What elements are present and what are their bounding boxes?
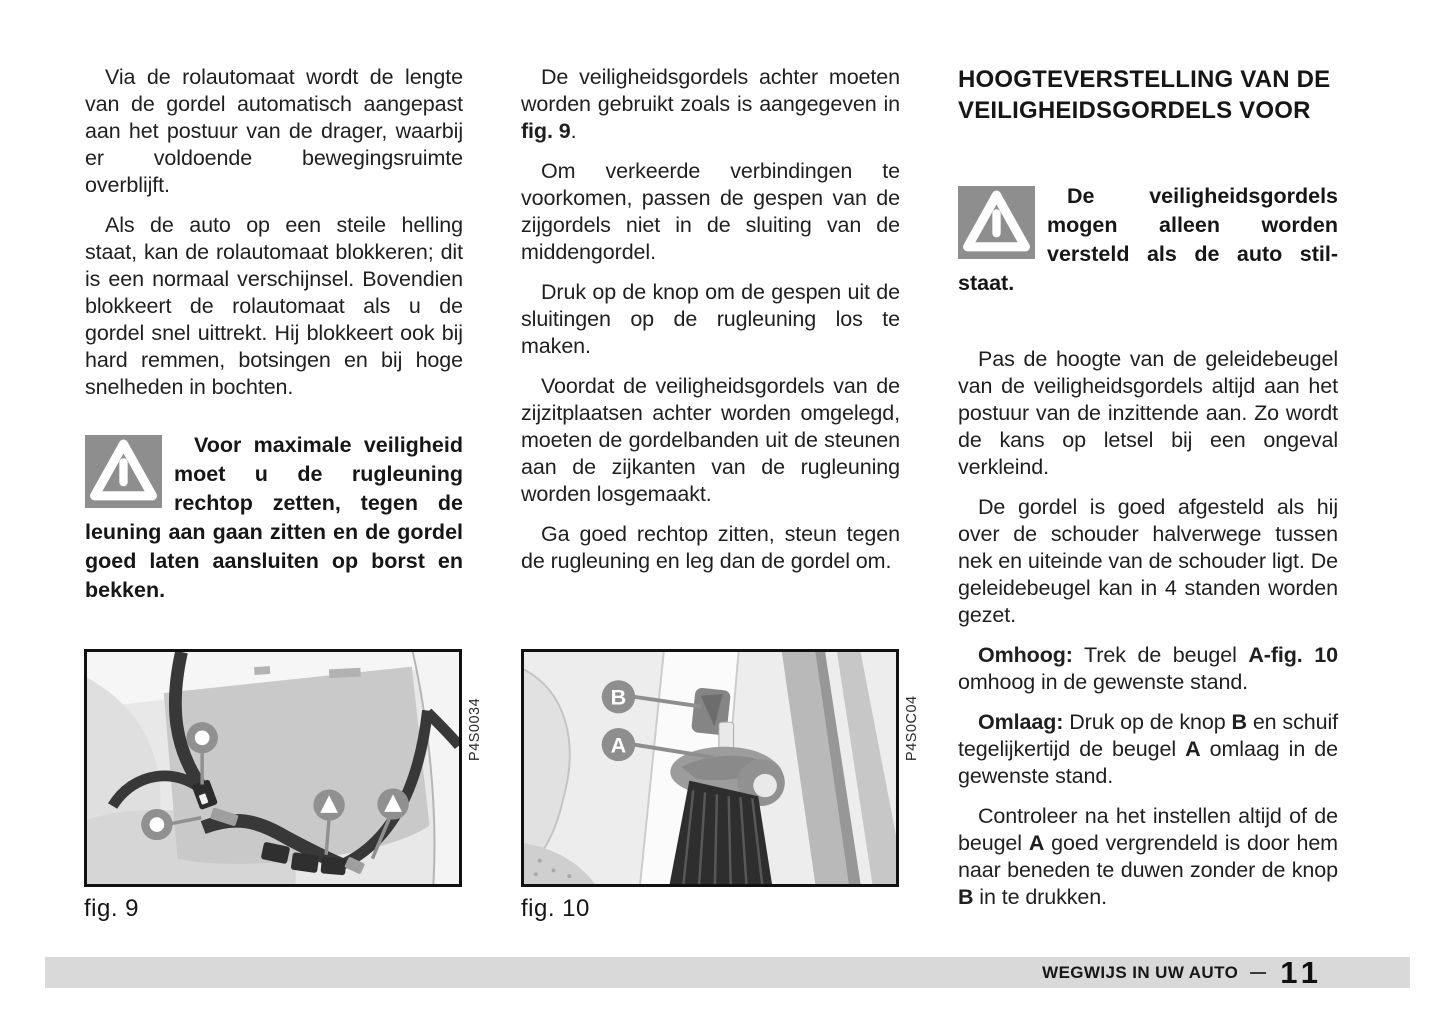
warning-block-adjust — [958, 182, 1338, 298]
paragraph-text: omlaag in de gewenste stand. — [958, 737, 1338, 788]
warning-triangle-glyph — [85, 435, 162, 508]
part-reference: A — [1028, 831, 1045, 855]
paragraph-text: . — [570, 119, 577, 143]
figure-10-photo-code: P4S0C04 — [904, 695, 920, 761]
paragraph-text: Controleer na het instellen altijd of de beugel — [958, 804, 1338, 855]
paragraph-text: De veiligheidsgordels achter moeten worden gebruikt zoals is aangegeven in — [521, 65, 900, 116]
warning-triangle-icon — [958, 186, 1035, 259]
page-number: 11 — [1280, 955, 1323, 990]
paragraph-text: Ga goed rechtop zitten, steun tegen de rugleuning en leg dan de gordel om. — [521, 522, 900, 573]
paragraph-text: omhoog in de gewenste stand. — [958, 670, 1249, 694]
paragraph-text: Pas de hoogte van de geleidebeugel van de veiligheidsgordels altijd aan het postuur van de inzittende aan. Zo wordt de kans op letsel bij een ongeval verkleind. — [958, 347, 1338, 479]
figure-10 — [521, 649, 920, 922]
part-reference: B — [1231, 710, 1247, 734]
warning-text: Voor maximale veiligheid moet u de rugleuning rechtop zetten, tegen de leuning aan gaan zitten en de gordel goed laten aansluiten op borst en bekken. — [85, 433, 463, 602]
paragraph-text: Trek de beugel — [1072, 643, 1249, 667]
figure-10-image-belt-height-adjuster — [524, 652, 896, 884]
column-right — [958, 64, 1338, 924]
figure-9 — [84, 649, 483, 922]
warning-text-wrap — [958, 182, 1338, 298]
bold-label: Omhoog: — [978, 643, 1073, 667]
paragraph-text: en schuif tegelijkertijd de beugel — [958, 710, 1339, 761]
figure-9-image-rear-seat-belts — [87, 652, 459, 884]
column-left — [85, 64, 463, 605]
warning-text-wrap — [85, 431, 463, 605]
paragraph-release — [521, 279, 900, 360]
paragraph-text: goed vergrendeld is door hem naar beneden te duwen zonder de knop — [958, 831, 1338, 882]
footer-dash — [1250, 972, 1266, 974]
paragraph-rear-belts — [521, 64, 900, 145]
paragraph-text: in te drukken. — [973, 885, 1107, 909]
section-heading: HOOGTEVERSTELLING VAN DE VEILIGHEIDSGORDELS VOOR — [958, 66, 1331, 124]
warning-block-seatback — [85, 431, 463, 605]
bold-label: Omlaag: — [978, 710, 1064, 734]
paragraph-up — [958, 642, 1338, 696]
figure-10-frame — [521, 649, 899, 887]
figure-9-frame — [84, 649, 462, 887]
footer-bar — [45, 957, 1410, 988]
footer-section-label: WEGWIJS IN UW AUTO — [1042, 962, 1239, 982]
paragraph-text: Druk op de knop — [1063, 710, 1232, 734]
figure-10-caption: fig. 10 — [521, 895, 590, 922]
paragraph-text: Voordat de veiligheidsgordels van de zijzitplaatsen achter worden omgelegd, moeten de gordelbanden uit de steunen aan de zijkanten van de rugleuning worden losgemaakt. — [521, 374, 900, 506]
paragraph-buckles — [521, 158, 900, 266]
figure-reference: A-fig. 10 — [1248, 643, 1338, 667]
label-b: B — [610, 685, 627, 710]
warning-triangle-icon — [85, 435, 162, 508]
figure-9-photo-code: P4S0034 — [467, 697, 483, 761]
paragraph-fold — [521, 373, 900, 508]
paragraph-text: Via de rolautomaat wordt de lengte van de gordel automatisch aangepast aan het postuur van de drager, waarbij er voldoende bewegingsruimte overblijft. — [85, 65, 463, 197]
part-reference: B — [958, 885, 974, 909]
paragraph-retractor — [85, 64, 463, 199]
paragraph-text: De gordel is goed afgesteld als hij over de schouder halverwege tussen nek en uiteinde van de schouder ligt. De geleidebeugel kan in 4 standen worden gezet. — [958, 495, 1338, 627]
paragraph-sit-upright — [521, 521, 900, 575]
figure-reference: fig. 9 — [521, 119, 571, 143]
paragraph-check — [958, 803, 1338, 911]
column-middle — [521, 64, 900, 588]
warning-text: De veiligheidsgordels mogen alleen worden versteld als de auto stilstaat. — [958, 184, 1338, 295]
paragraph-correct-position — [958, 494, 1338, 629]
paragraph-locking — [85, 212, 463, 401]
paragraph-adjust-height — [958, 346, 1338, 481]
figure-9-caption: fig. 9 — [84, 895, 140, 922]
paragraph-text: Om verkeerde verbindingen te voorkomen, passen de gespen van de zijgordels niet in de sluiting van de middengordel. — [521, 159, 900, 264]
paragraph-text: Druk op de knop om de gespen uit de sluitingen op de rugleuning los te maken. — [521, 280, 900, 358]
paragraph-text: Als de auto op een steile helling staat, kan de rolautomaat blokkeren; dit is een normaal verschijnsel. Bovendien blokkeert de rolautomaat als u de gordel snel uittrekt. Hij blokkeert ook bij hard remmen, botsingen en bij hoge snelheden in bochten. — [85, 213, 463, 399]
paragraph-down — [958, 709, 1338, 790]
label-a: A — [610, 733, 627, 758]
warning-triangle-glyph — [958, 186, 1035, 259]
part-reference: A — [1185, 737, 1201, 761]
